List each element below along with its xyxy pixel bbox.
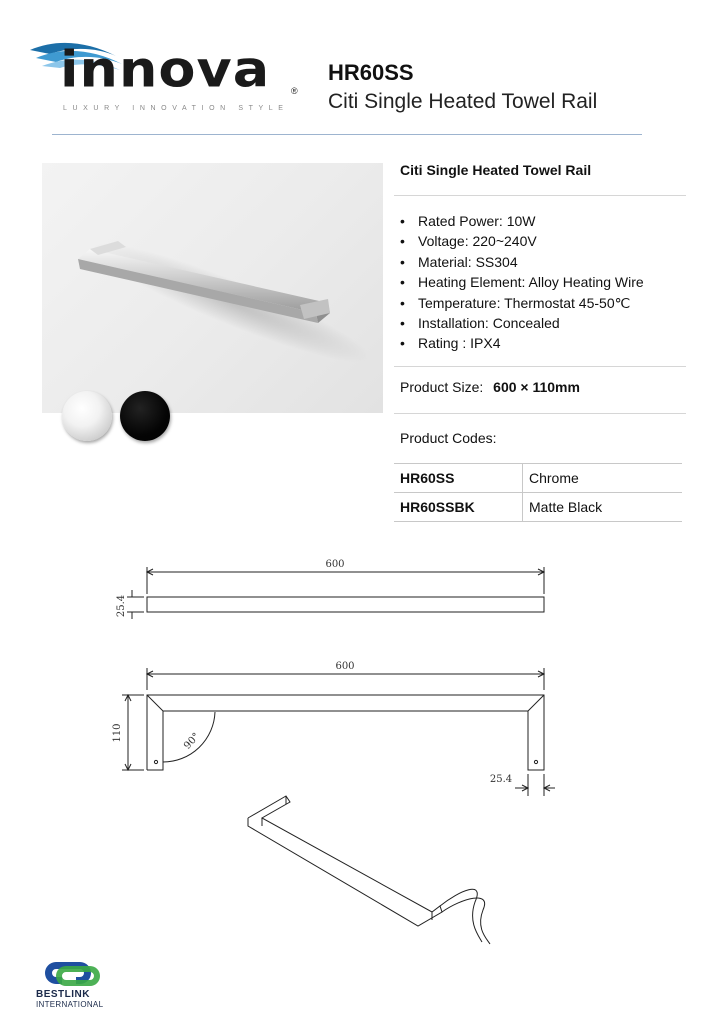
feature-list — [400, 211, 644, 354]
bullet-icon: • — [400, 253, 405, 270]
feature-text: Temperature: Thermostat 45-50℃ — [418, 294, 631, 311]
spec-divider — [394, 413, 686, 414]
list-item — [400, 231, 644, 251]
feature-text: Rating : IPX4 — [418, 335, 501, 352]
isometric-view — [248, 796, 490, 944]
product-size-value: 600 × 110mm — [493, 379, 580, 395]
bullet-icon: • — [400, 274, 405, 291]
registered-mark: ® — [291, 86, 298, 96]
footer-logo-subtitle: INTERNATIONAL — [36, 1000, 104, 1009]
dim-leg-width: 25.4 — [489, 774, 513, 785]
feature-text: Installation: Concealed — [418, 314, 560, 331]
top-view — [127, 567, 544, 619]
code-cell: HR60SS — [394, 464, 523, 493]
product-photo — [42, 163, 383, 413]
dim-top-length: 600 — [325, 559, 345, 570]
list-item — [400, 211, 644, 231]
list-item — [400, 252, 644, 272]
product-codes-title: Product Codes: — [400, 430, 497, 446]
chrome-swatch — [62, 391, 112, 441]
bullet-icon: • — [400, 314, 405, 331]
dim-angle: 90° — [182, 731, 203, 752]
list-item — [400, 293, 644, 313]
list-item — [400, 313, 644, 333]
product-size-row — [400, 379, 580, 395]
header-divider — [52, 134, 642, 135]
list-item — [400, 272, 644, 292]
technical-drawing — [100, 550, 570, 950]
code-cell: HR60SSBK — [394, 493, 523, 522]
product-codes-table — [394, 463, 682, 522]
spec-divider — [394, 195, 686, 196]
product-code-title: HR60SS — [328, 60, 414, 85]
brand-logo-word: innova — [60, 40, 271, 99]
spec-title: Citi Single Heated Towel Rail — [400, 162, 592, 178]
table-row — [394, 493, 682, 522]
towel-rail-photo — [42, 163, 383, 413]
finish-cell: Chrome — [523, 464, 683, 493]
bullet-icon: • — [400, 233, 405, 250]
feature-text: Rated Power: 10W — [418, 213, 536, 229]
dim-front-height: 110 — [112, 723, 123, 743]
finish-cell: Matte Black — [523, 493, 683, 522]
table-row — [394, 464, 682, 493]
matte-black-swatch — [120, 391, 170, 441]
footer-logo-name: BESTLINK — [36, 989, 90, 1000]
brand-tagline: LUXURY INNOVATION STYLE — [63, 105, 289, 112]
feature-text: Heating Element: Alloy Heating Wire — [418, 274, 644, 291]
feature-text: Voltage: 220~240V — [418, 233, 537, 250]
product-size-label: Product Size: — [400, 379, 484, 395]
bullet-icon: • — [400, 294, 405, 311]
product-name-title: Citi Single Heated Towel Rail — [328, 90, 598, 113]
bullet-icon: • — [400, 335, 405, 352]
dim-top-thickness: 25.4 — [116, 594, 127, 618]
dim-front-length: 600 — [335, 661, 355, 672]
spec-divider — [394, 366, 686, 367]
feature-text: Material: SS304 — [418, 253, 518, 270]
bestlink-logo-icon — [36, 956, 106, 990]
bullet-icon: • — [400, 213, 405, 229]
list-item — [400, 333, 644, 353]
